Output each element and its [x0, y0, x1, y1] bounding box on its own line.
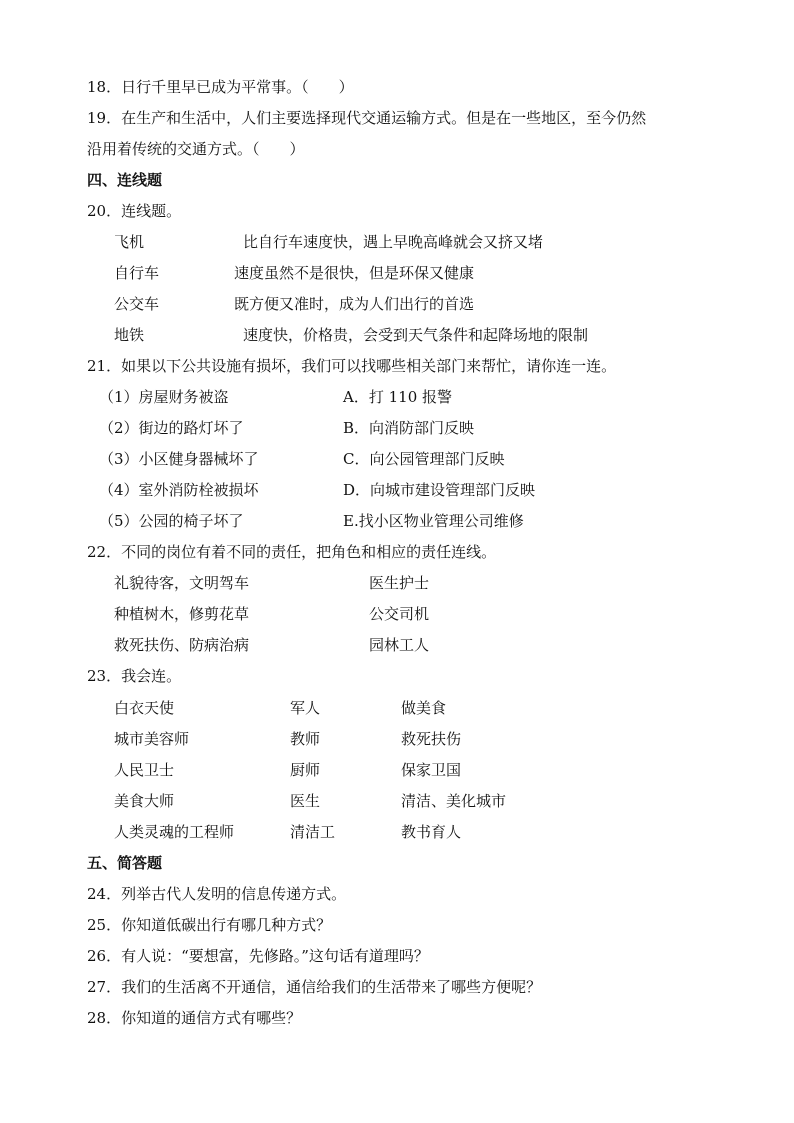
q20-left-item-1: 飞机 — [114, 233, 145, 251]
q23-col1-item-5: 人类灵魂的工程师 — [114, 823, 235, 841]
q21-left-item-1: （1）房屋财务被盗 — [99, 388, 229, 406]
q23-col2-item-5: 清洁工 — [290, 823, 336, 841]
q23-col3-item-1: 做美食 — [401, 699, 447, 717]
question-21-stem: 21．如果以下公共设施有损坏，我们可以找哪些相关部门来帮忙，请你连一连。 — [87, 357, 617, 375]
q21-right-item-3: C．向公园管理部门反映 — [343, 450, 505, 468]
q22-right-item-2: 公交司机 — [369, 605, 430, 623]
question-26: 26．有人说：“要想富，先修路。”这句话有道理吗？ — [87, 947, 429, 965]
q21-right-item-4: D．向城市建设管理部门反映 — [343, 481, 536, 499]
q21-right-item-2: B．向消防部门反映 — [343, 419, 475, 437]
q23-col1-item-2: 城市美容师 — [114, 730, 190, 748]
q23-col2-item-1: 军人 — [290, 699, 321, 717]
question-27: 27．我们的生活离不开通信，通信给我们的生活带来了哪些方便呢？ — [87, 978, 542, 996]
q20-left-item-2: 自行车 — [114, 264, 160, 282]
q23-col3-item-2: 救死扶伤 — [401, 730, 462, 748]
q23-col3-item-3: 保家卫国 — [401, 761, 462, 779]
q22-left-item-3: 救死扶伤、防病治病 — [114, 636, 250, 654]
question-19-line-2: 沿用着传统的交通方式。（ ） — [87, 140, 305, 158]
question-18: 18．日行千里早已成为平常事。（ ） — [87, 78, 354, 96]
q20-right-item-1: 比自行车速度快，遇上早晚高峰就会又挤又堵 — [243, 233, 544, 251]
question-19-line-1: 19．在生产和生活中，人们主要选择现代交通运输方式。但是在一些地区，至今仍然 — [87, 109, 647, 127]
q23-col1-item-3: 人民卫士 — [114, 761, 175, 779]
q22-left-item-1: 礼貌待客，文明驾车 — [114, 574, 250, 592]
q20-left-item-3: 公交车 — [114, 295, 160, 313]
q21-left-item-3: （3）小区健身器械坏了 — [99, 450, 259, 468]
q23-col3-item-4: 清洁、美化城市 — [401, 792, 507, 810]
q21-left-item-5: （5）公园的椅子坏了 — [99, 512, 244, 530]
q23-col2-item-3: 厨师 — [290, 761, 321, 779]
q23-col1-item-1: 白衣天使 — [114, 699, 175, 717]
question-23-stem: 23．我会连。 — [87, 667, 182, 685]
q20-right-item-2: 速度虽然不是很快，但是环保又健康 — [234, 264, 475, 282]
q20-right-item-3: 既方便又准时，成为人们出行的首选 — [234, 295, 475, 313]
question-28: 28．你知道的通信方式有哪些？ — [87, 1009, 302, 1027]
q21-right-item-5: E.找小区物业管理公司维修 — [343, 512, 524, 530]
q21-left-item-2: （2）街边的路灯坏了 — [99, 419, 244, 437]
q23-col3-item-5: 教书育人 — [401, 823, 462, 841]
question-25: 25．你知道低碳出行有哪几种方式？ — [87, 916, 332, 934]
q21-right-item-1: A．打 110 报警 — [343, 388, 452, 406]
q20-right-item-4: 速度快，价格贵，会受到天气条件和起降场地的限制 — [243, 326, 589, 344]
q23-col2-item-4: 医生 — [290, 792, 321, 810]
section-4-heading: 四、连线题 — [87, 171, 163, 189]
q23-col1-item-4: 美食大师 — [114, 792, 175, 810]
q21-left-item-4: （4）室外消防栓被损坏 — [99, 481, 259, 499]
q22-left-item-2: 种植树木，修剪花草 — [114, 605, 250, 623]
q20-left-item-4: 地铁 — [114, 326, 145, 344]
question-22-stem: 22．不同的岗位有着不同的责任，把角色和相应的责任连线。 — [87, 543, 497, 561]
q22-right-item-3: 园林工人 — [369, 636, 430, 654]
section-5-heading: 五、简答题 — [87, 854, 163, 872]
question-24: 24．列举古代人发明的信息传递方式。 — [87, 885, 347, 903]
q23-col2-item-2: 教师 — [290, 730, 321, 748]
question-20-stem: 20．连线题。 — [87, 202, 182, 220]
q22-right-item-1: 医生护士 — [369, 574, 430, 592]
